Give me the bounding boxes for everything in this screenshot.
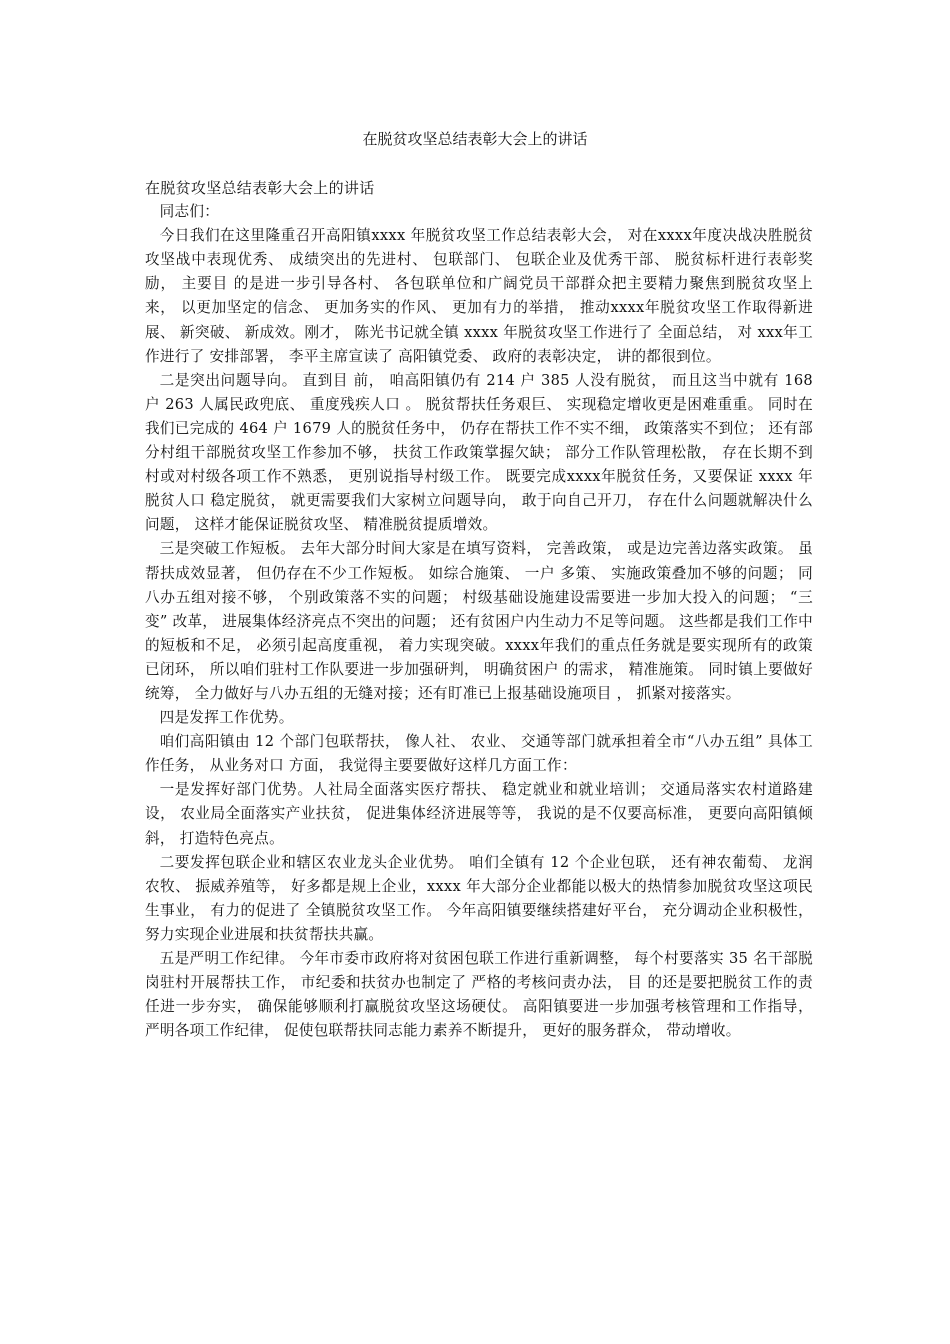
- document-subtitle: 在脱贫攻坚总结表彰大会上的讲话: [145, 179, 375, 197]
- salutation: 同志们：: [159, 203, 220, 221]
- paragraph-departments: 咱们高阳镇由 12 个部门包联帮扶， 像人社、 农业、 交通等部门就承担着全市“八办五组” 具体工作任务， 从业务对口 方面， 我觉得主要要做好这样几方面工作：: [145, 733, 813, 775]
- document-title: 在脱贫攻坚总结表彰大会上的讲话: [362, 130, 588, 148]
- document-body: [145, 176, 813, 1043]
- paragraph-shortcomings: 三是突破工作短板。 去年大部分时间大家是在填写资料， 完善政策， 或是边完善边落实政策。 虽帮扶成效显著， 但仍存在不少工作短板。 如综合施策、 一户 多策、 实施政策叠加不够的问题； 同八办五组对接不够， 个别政策落不实的问题； 村级基础设施建设需要进一步加大投入的问题； “三变” 改革， 进展集体经济亮点不突出的问题； 还有贫困户内生动力不足等问题。 这些都是我们工作中的短板和不足， 必须引起高度重视， 着力实现突破。xxxx年我们的重点任务就是要实现所有的政策已闭环， 所以咱们驻村工作队要进一步加强研判， 明确贫困户 的需求， 精准施策。 同时镇上要做好统筹， 全力做好与八办五组的无缝对接；还有盯准已上报基础设施项目 ， 抓紧对接落实。: [145, 540, 813, 702]
- paragraph-discipline: 五是严明工作纪律。 今年市委市政府将对贫困包联工作进行重新调整， 每个村要落实 35 名干部脱岗驻村开展帮扶工作， 市纪委和扶贫办也制定了 严格的考核问责办法， 目 的还是要把脱贫工作的责任进一步夯实， 确保能够顺利打赢脱贫攻坚这场硬仗。 高阳镇要进一步加强考核管理和工作指导， 严明各项工作纪律， 促使包联帮扶同志能力素养不断提升， 更好的服务群众， 带动增收。: [145, 950, 813, 1040]
- paragraph-opening: 今日我们在这里隆重召开高阳镇xxxx 年脱贫攻坚工作总结表彰大会， 对在xxxx年度决战决胜脱贫攻坚战中表现优秀、 成绩突出的先进村、 包联部门、 包联企业及优秀干部、 脱贫标杆进行表彰奖励， 主要目 的是进一步引导各村、 各包联单位和广阔党员干部群众把主要精力聚焦到脱贫攻坚上来， 以更加坚定的信念、 更加务实的作风、 更加有力的举措， 推动xxxx年脱贫攻坚工作取得新进展、 新突破、 新成效。刚才， 陈光书记就全镇 xxxx 年脱贫攻坚工作进行了 全面总结， 对 xxx年工作进行了 安排部署， 李平主席宣读了 高阳镇党委、 政府的表彰决定， 讲的都很到位。: [145, 227, 813, 365]
- paragraph-department-advantages: 一是发挥好部门优势。人社局全面落实医疗帮扶、 稳定就业和就业培训； 交通局落实农村道路建设， 农业局全面落实产业扶贫， 促进集体经济进展等等， 我说的是不仅要高标准， 更要向高阳镇倾斜， 打造特色亮点。: [145, 781, 813, 847]
- paragraph-enterprise-advantages: 二要发挥包联企业和辖区农业龙头企业优势。 咱们全镇有 12 个企业包联， 还有神农葡萄、 龙润农牧、 振威养殖等， 好多都是规上企业，xxxx 年大部分企业都能以极大的热情参加脱贫攻坚这项民生事业， 有力的促进了 全镇脱贫攻坚工作。 今年高阳镇要继续搭建好平台， 充分调动企业积极性， 努力实现企业进展和扶贫帮扶共赢。: [145, 853, 813, 943]
- paragraph-problem-orientation: 二是突出问题导向。 直到目 前， 咱高阳镇仍有 214 户 385 人没有脱贫， 而且这当中就有 168 户 263 人属民政兜底、 重度残疾人口 。 脱贫帮扶任务艰巨、 实现稳定增收更是困难重重。 同时在我们已完成的 464 户 1679 人的脱贫任务中， 仍存在帮扶工作不实不细， 政策落实不到位； 还有部分村组干部脱贫攻坚工作参加不够， 扶贫工作政策掌握欠缺； 部分工作队管理松散， 存在长期不到村或对村级各项工作不熟悉， 更别说指导村级工作。 既要完成xxxx年脱贫任务，又要保证 xxxx 年脱贫人口 稳定脱贫， 就更需要我们大家树立问题导向， 敢于向自己开刀， 存在什么问题就解决什么问题， 这样才能保证脱贫攻坚、 精准脱贫提质增效。: [145, 371, 813, 534]
- paragraph-advantages-heading: 四是发挥工作优势。: [159, 709, 294, 727]
